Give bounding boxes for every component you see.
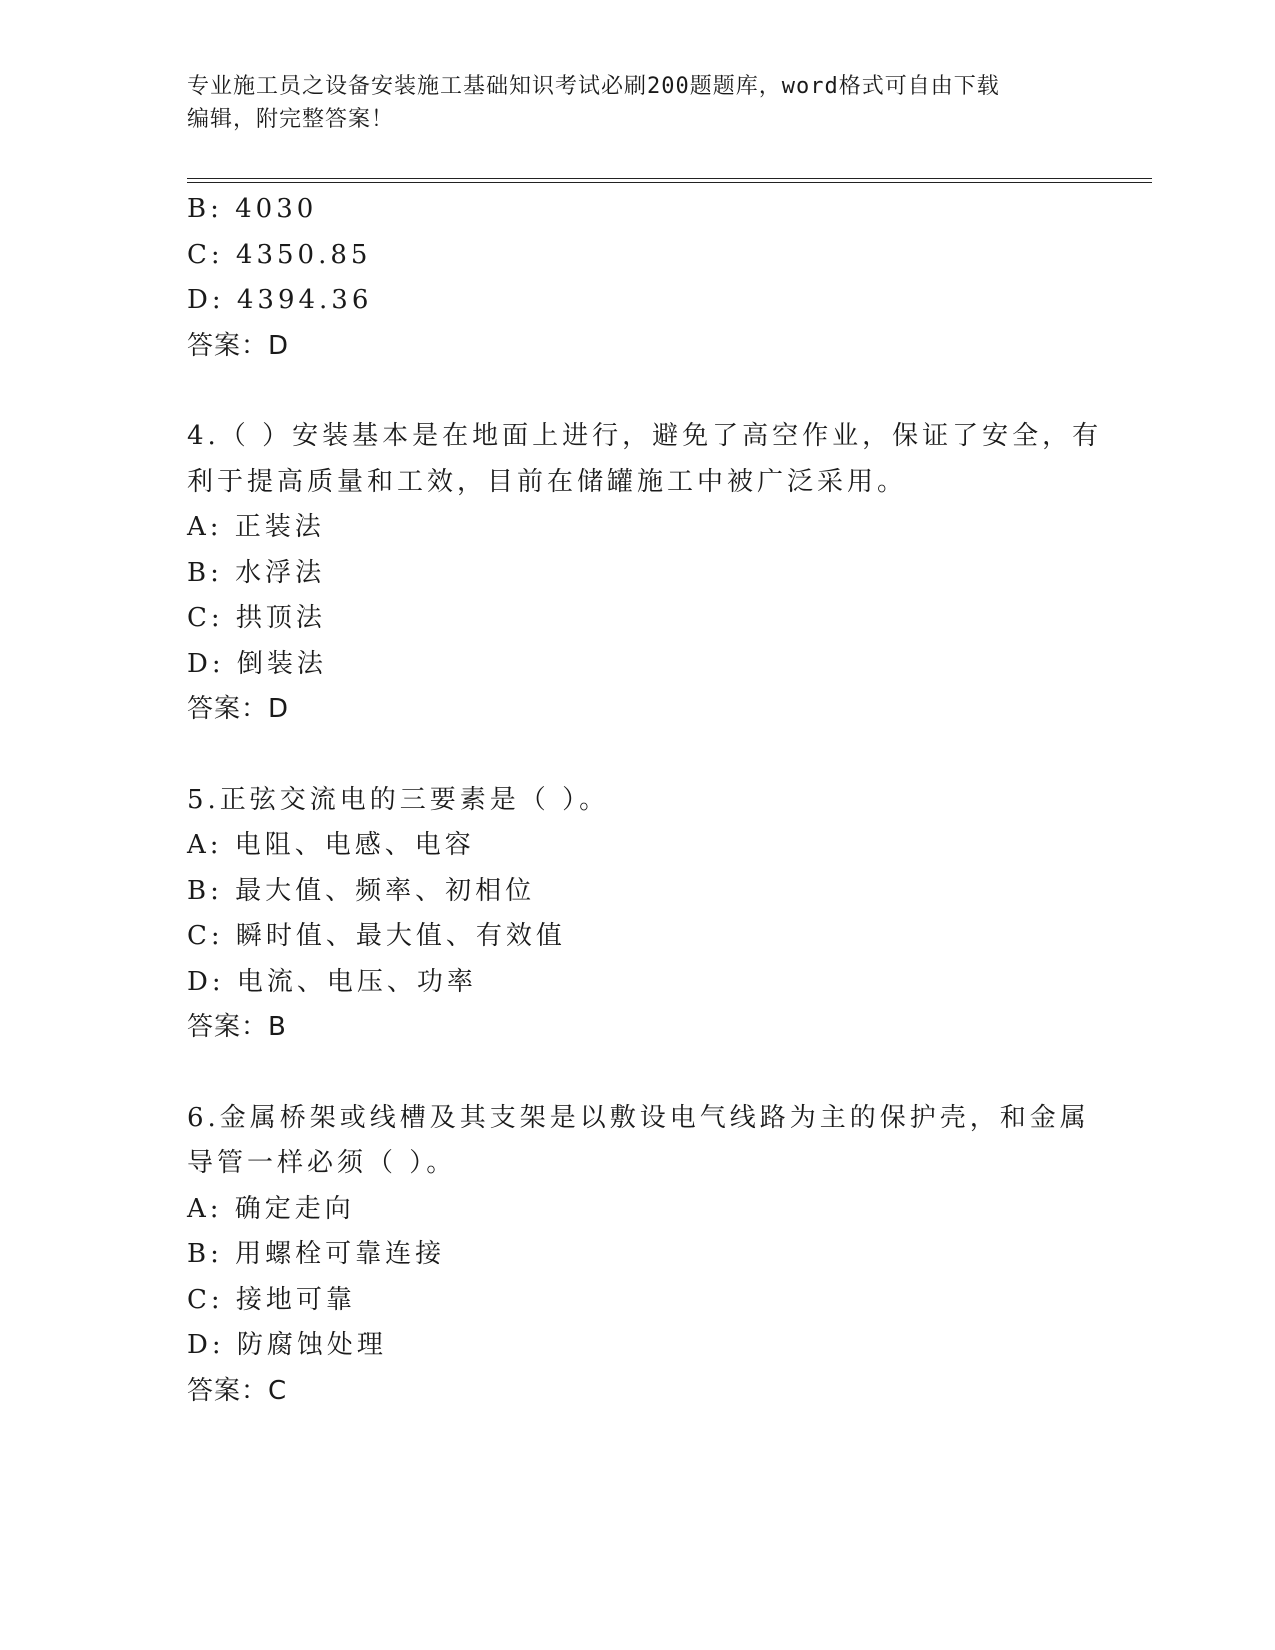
document-header	[187, 70, 1087, 136]
option-d: D: 防腐蚀处理	[187, 1330, 387, 1360]
question-stem: 4.（ ）安装基本是在地面上进行，避免了高空作业，保证了安全，有	[187, 421, 1103, 451]
option-b: B: 用螺栓可靠连接	[187, 1239, 446, 1269]
option-c: C: 瞬时值、最大值、有效值	[187, 921, 566, 951]
question-stem-continued: 利于提高质量和工效，目前在储罐施工中被广泛采用。	[187, 466, 908, 497]
header-title-line-1: 专业施工员之设备安装施工基础知识考试必刷200题题库，word格式可自由下载	[187, 74, 1000, 99]
header-divider-top	[187, 178, 1152, 179]
option-a: A: 正装法	[187, 512, 325, 542]
option-a: A: 电阻、电感、电容	[187, 830, 475, 860]
answer: 答案：B	[187, 1012, 287, 1042]
option-b: B: 4030	[187, 194, 318, 224]
question-6	[187, 1096, 1090, 1415]
option-d: D: 4394.36	[187, 285, 373, 315]
answer: 答案：D	[187, 694, 290, 724]
question-stem-continued: 导管一样必须（ ）。	[187, 1148, 457, 1178]
question-stem: 5.正弦交流电的三要素是（ ）。	[187, 784, 610, 815]
header-title-line-2: 编辑，附完整答案！	[187, 107, 395, 132]
question-content	[187, 187, 1103, 1414]
option-c: C: 4350.85	[187, 239, 372, 270]
header-divider-bottom	[187, 182, 1152, 183]
option-b: B: 水浮法	[187, 557, 326, 588]
option-c: C: 接地可靠	[187, 1284, 356, 1315]
question-3-tail	[187, 187, 1087, 369]
answer: 答案：D	[187, 330, 290, 361]
question-stem: 6.金属桥架或线槽及其支架是以敷设电气线路为主的保护壳，和金属	[187, 1102, 1090, 1133]
option-b: B: 最大值、频率、初相位	[187, 875, 536, 906]
option-c: C: 拱顶法	[187, 603, 326, 633]
question-5	[187, 778, 1087, 1051]
option-d: D: 倒装法	[187, 648, 327, 679]
question-4	[187, 414, 1103, 733]
option-a: A: 确定走向	[187, 1193, 355, 1224]
option-d: D: 电流、电压、功率	[187, 966, 477, 997]
answer: 答案：C	[187, 1375, 288, 1406]
